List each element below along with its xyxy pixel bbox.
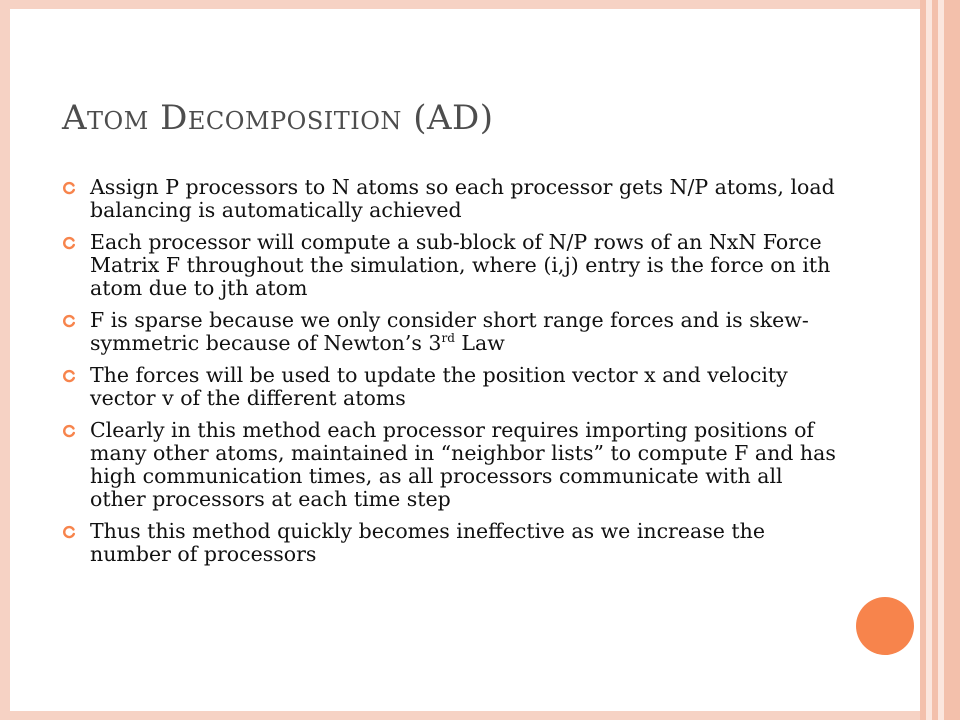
frame-right-stripes bbox=[920, 0, 960, 720]
accent-circle bbox=[856, 597, 914, 655]
bullet-text-after: Law bbox=[454, 331, 505, 355]
bullet-text: Clearly in this method each processor requires importing positions of many other atoms, maintained in “neighbor lists” to compute F and has high communication times, as all processors communicate with all other processors at each time step bbox=[90, 418, 836, 511]
bullet-item bbox=[62, 520, 842, 566]
frame-left-border bbox=[0, 0, 10, 720]
open-arc-bullet-icon bbox=[62, 424, 76, 438]
open-arc-bullet-icon bbox=[62, 314, 76, 328]
slide-title: Atom Decomposition (AD) bbox=[62, 98, 494, 138]
superscript-rd: rd bbox=[441, 331, 455, 346]
bullet-text: The forces will be used to update the position vector x and velocity vector v of the different atoms bbox=[90, 363, 788, 410]
frame-top-border bbox=[0, 0, 922, 9]
bullet-item bbox=[62, 364, 842, 410]
frame-bottom-border bbox=[0, 711, 922, 720]
open-arc-bullet-icon bbox=[62, 525, 76, 539]
bullet-item bbox=[62, 231, 842, 300]
open-arc-bullet-icon bbox=[62, 236, 76, 250]
bullet-item bbox=[62, 419, 842, 511]
bullet-text: Each processor will compute a sub-block of N/P rows of an NxN Force Matrix F throughout the simulation, where (i,j) entry is the force on ith atom due to jth atom bbox=[90, 230, 831, 300]
bullet-text: Assign P processors to N atoms so each processor gets N/P atoms, load balancing is automatically achieved bbox=[90, 175, 835, 222]
bullet-list bbox=[62, 176, 842, 575]
bullet-text-before: F is sparse because we only consider short range forces and is skew-symmetric because of Newton’s 3 bbox=[90, 308, 809, 355]
bullet-item bbox=[62, 309, 842, 355]
open-arc-bullet-icon bbox=[62, 369, 76, 383]
bullet-item bbox=[62, 176, 842, 222]
bullet-text: Thus this method quickly becomes ineffective as we increase the number of processors bbox=[90, 519, 765, 566]
open-arc-bullet-icon bbox=[62, 181, 76, 195]
